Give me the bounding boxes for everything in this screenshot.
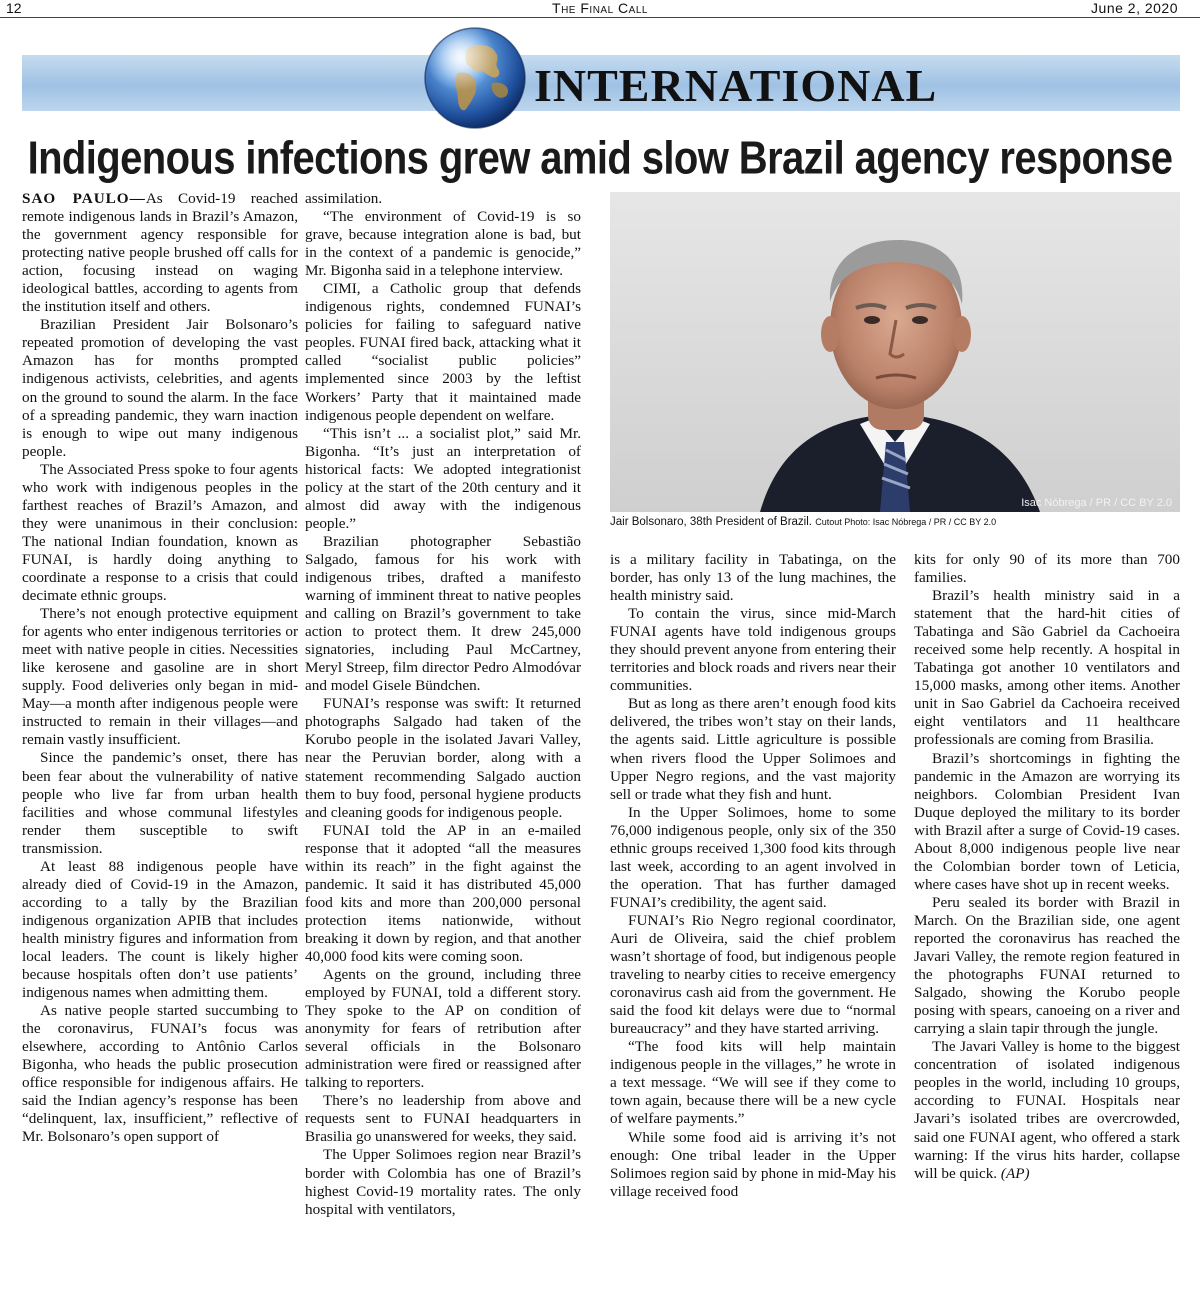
article-column-3	[610, 551, 896, 1201]
folio-rule	[0, 17, 1200, 18]
caption-credit: Cutout Photo: Isac Nóbrega / PR / CC BY 2.0	[815, 517, 997, 527]
paragraph: Brazilian photographer Sebastião Salgado, famous for his work with indigenous tribes, drafted a manifesto warning of imminent threat to native peoples and calling on Brazil’s government to take action to protect them. It drew 245,000 signatories, including Paul McCartney, Meryl Streep, film director Pedro Almodóvar and model Gisele Bündchen.	[305, 532, 581, 695]
globe-icon	[422, 25, 528, 131]
paragraph: “The environment of Covid-19 is so grave, because integration alone is bad, but in the context of a pandemic is genocide,” Mr. Bigonha said in a telephone interview.	[305, 208, 581, 280]
article-headline: Indigenous infections grew amid slow Brazil agency response	[27, 133, 1173, 184]
final-paragraph: The Javari Valley is home to the biggest concentration of isolated indigenous peoples in the world, including 10 groups, according to FUNAI. Hospitals near Javari’s isolated tribes are overcrowded, said one FUNAI agent, who offered a stark warning: If the virus hits harder, collapse will be quick. (AP)	[914, 1038, 1180, 1182]
paragraph: Brazil’s shortcomings in fighting the pandemic in the Amazon are worrying its neighbors. Colombian President Ivan Duque deployed the military to its border with Brazil after a surge of Covid-19 cases. About 8,000 indigenous people live near the Colombian border town of Leticia, where cases have shot up in recent weeks.	[914, 749, 1180, 893]
paragraph: CIMI, a Catholic group that defends indigenous rights, condemned FUNAI’s policies for failing to safeguard native peoples. FUNAI fired back, attacking what it called “socialist public policies” implemented since 2003 by the leftist Workers’ Party that it maintained made indigenous people dependent on welfare.	[305, 280, 581, 424]
lead-paragraph: SAO PAULO—As Covid-19 reached remote indigenous lands in Brazil’s Amazon, the government agency responsible for protecting native people brushed off calls for action, focusing instead on waging ideological battles, according to agents from the institution itself and others.	[22, 190, 298, 316]
section-title: INTERNATIONAL	[534, 60, 938, 111]
article-photo	[610, 192, 1180, 512]
paragraph: FUNAI’s Rio Negro regional coordinator, Auri de Oliveira, said the chief problem wasn’t shortage of food, but indigenous people traveling to nearby cities to receive emergency coronavirus cash aid from the government. He said the food kit delays were due to “normal bureaucracy” and they have started arriving.	[610, 911, 896, 1038]
caption-text: Jair Bolsonaro, 38th President of Brazil.	[610, 516, 812, 528]
article-column-2	[305, 190, 581, 1219]
photo-credit: Isac Nóbrega / PR / CC BY 2.0	[1021, 497, 1172, 509]
paragraph: FUNAI told the AP in an e-mailed response that it adopted “all the measures within its reach” in the fight against the pandemic. It said it has distributed 45,000 food kits and more than 200,000 personal protection items nationwide, without breaking it down by region, and that another 40,000 food kits were coming soon.	[305, 821, 581, 965]
paragraph: Agents on the ground, including three employed by FUNAI, told a different story. They spoke to the AP on condition of anonymity for fears of retribution after several officials in the Bolsonaro administration were fired or reassigned after talking to reporters.	[305, 966, 581, 1092]
issue-date: June 2, 2020	[1091, 0, 1178, 16]
paragraph: The Associated Press spoke to four agents who work with indigenous peoples in the farthest reaches of Brazil’s Amazon, and they were unanimous in their conclusion: The national Indian foundation, known as FUNAI, is hardly doing anything to coordinate a response to a crisis that could decimate ethnic groups.	[22, 460, 298, 605]
article-column-1	[22, 190, 298, 1146]
paragraph: Peru sealed its border with Brazil in March. On the Brazilian side, one agent reported the coronavirus has reached the Javari Valley, the remote region featured in the photographs FUNAI returned to Salgado, showing the Korubo people posing with spears, canoeing on a river and carrying a slain tapir through the jungle.	[914, 893, 1180, 1038]
paragraph: But as long as there aren’t enough food kits delivered, the tribes won’t stay on their lands, the agents said. Little agriculture is possible when rivers flood the Upper Solimoes and Upper Negro regions, and the vast majority sell or trade what they fish and hunt.	[610, 695, 896, 803]
page-folio	[0, 0, 1200, 18]
paragraph: Since the pandemic’s onset, there has been fear about the vulnerability of native people who live far from urban health facilities and whose communal lifestyles render them susceptible to swift transmission.	[22, 749, 298, 857]
paragraph: To contain the virus, since mid-March FUNAI agents have told indigenous groups they should prevent anyone from entering their territories and block roads and rivers near their communities.	[610, 605, 896, 695]
photo-caption	[610, 515, 1180, 529]
paragraph: Brazilian President Jair Bolsonaro’s repeated promotion of developing the vast Amazon has for months prompted indigenous activists, celebrities, and agents on the ground to sound the alarm. In the face of a spreading pandemic, they warn inaction is enough to wipe out many indigenous people.	[22, 316, 298, 460]
paragraph: kits for only 90 of its more than 700 families.	[914, 551, 1180, 587]
publication-name: The Final Call	[552, 0, 648, 16]
paragraph: “The food kits will help maintain indigenous people in the villages,” he wrote in a text message. “We will see if they come to town again, because there will be a new cycle of welfare payments.”	[610, 1038, 896, 1128]
paragraph: In the Upper Solimoes, home to some 76,000 indigenous people, only six of the 350 ethnic groups received 1,300 food kits through last week, according to an agent involved in the operation. That has further damaged FUNAI’s credibility, the agent said.	[610, 803, 896, 911]
dateline: SAO PAULO—	[22, 190, 146, 207]
paragraph: is a military facility in Tabatinga, on the border, has only 13 of the lung machines, the health ministry said.	[610, 551, 896, 605]
paragraph: FUNAI’s response was swift: It returned photographs Salgado had taken of the Korubo people in the isolated Javari Valley, near the Peruvian border, along with a statement recommending Salgado auction them to buy food, personal hygiene products and cleaning goods for indigenous people.	[305, 695, 581, 821]
paragraph: There’s not enough protective equipment for agents who enter indigenous territories or meet with native people in cities. Necessities like kerosene and gasoline are in short supply. Food deliveries only began in mid-May—a month after indigenous people were instructed to remain in their villages—and remain vastly insufficient.	[22, 605, 298, 749]
paragraph: While some food aid is arriving it’s not enough: One tribal leader in the Upper Solimoes region said by phone in mid-May his village received food	[610, 1128, 896, 1200]
paragraph: At least 88 indigenous people have already died of Covid-19 in the Amazon, according to a tally by the Brazilian indigenous organization APIB that includes health ministry figures and information from local leaders. The count is likely higher because hospitals often don’t use patients’ indigenous names when admitting them.	[22, 857, 298, 1002]
portrait-image	[610, 192, 1180, 512]
article-column-4	[914, 551, 1180, 1183]
paragraph: assimilation.	[305, 190, 383, 207]
paragraph: There’s no leadership from above and requests sent to FUNAI headquarters in Brasilia go unanswered for weeks, they said.	[305, 1092, 581, 1146]
page-number: 12	[6, 0, 22, 16]
paragraph: As native people started succumbing to the coronavirus, FUNAI’s focus was elsewhere, according to Antônio Carlos Bigonha, who heads the public prosecution office responsible for indigenous affairs. He said the Indian agency’s response has been “delinquent, lax, insufficient,” reflective of Mr. Bolsonaro’s open support of	[22, 1002, 298, 1146]
paragraph: Brazil’s health ministry said in a statement that the hard-hit cities of Tabatinga and São Gabriel da Cachoeira received some help recently. A hospital in Tabatinga got another 10 ventilators and 15,000 masks, among other items. Another unit in Sao Gabriel da Cachoeira received eight ventilators and 11 healthcare professionals are coming from Brasilia.	[914, 587, 1180, 749]
signoff: (AP)	[1000, 1164, 1030, 1182]
paragraph: “This isn’t ... a socialist plot,” said Mr. Bigonha. “It’s just an interpretation of historical facts: We adopted integrationist policy at the start of the 20th century and it almost did away with the indigenous people.”	[305, 424, 581, 532]
paragraph: The Upper Solimoes region near Brazil’s border with Colombia has one of Brazil’s highest Covid-19 mortality rates. The only hospital with ventilators,	[305, 1146, 581, 1218]
